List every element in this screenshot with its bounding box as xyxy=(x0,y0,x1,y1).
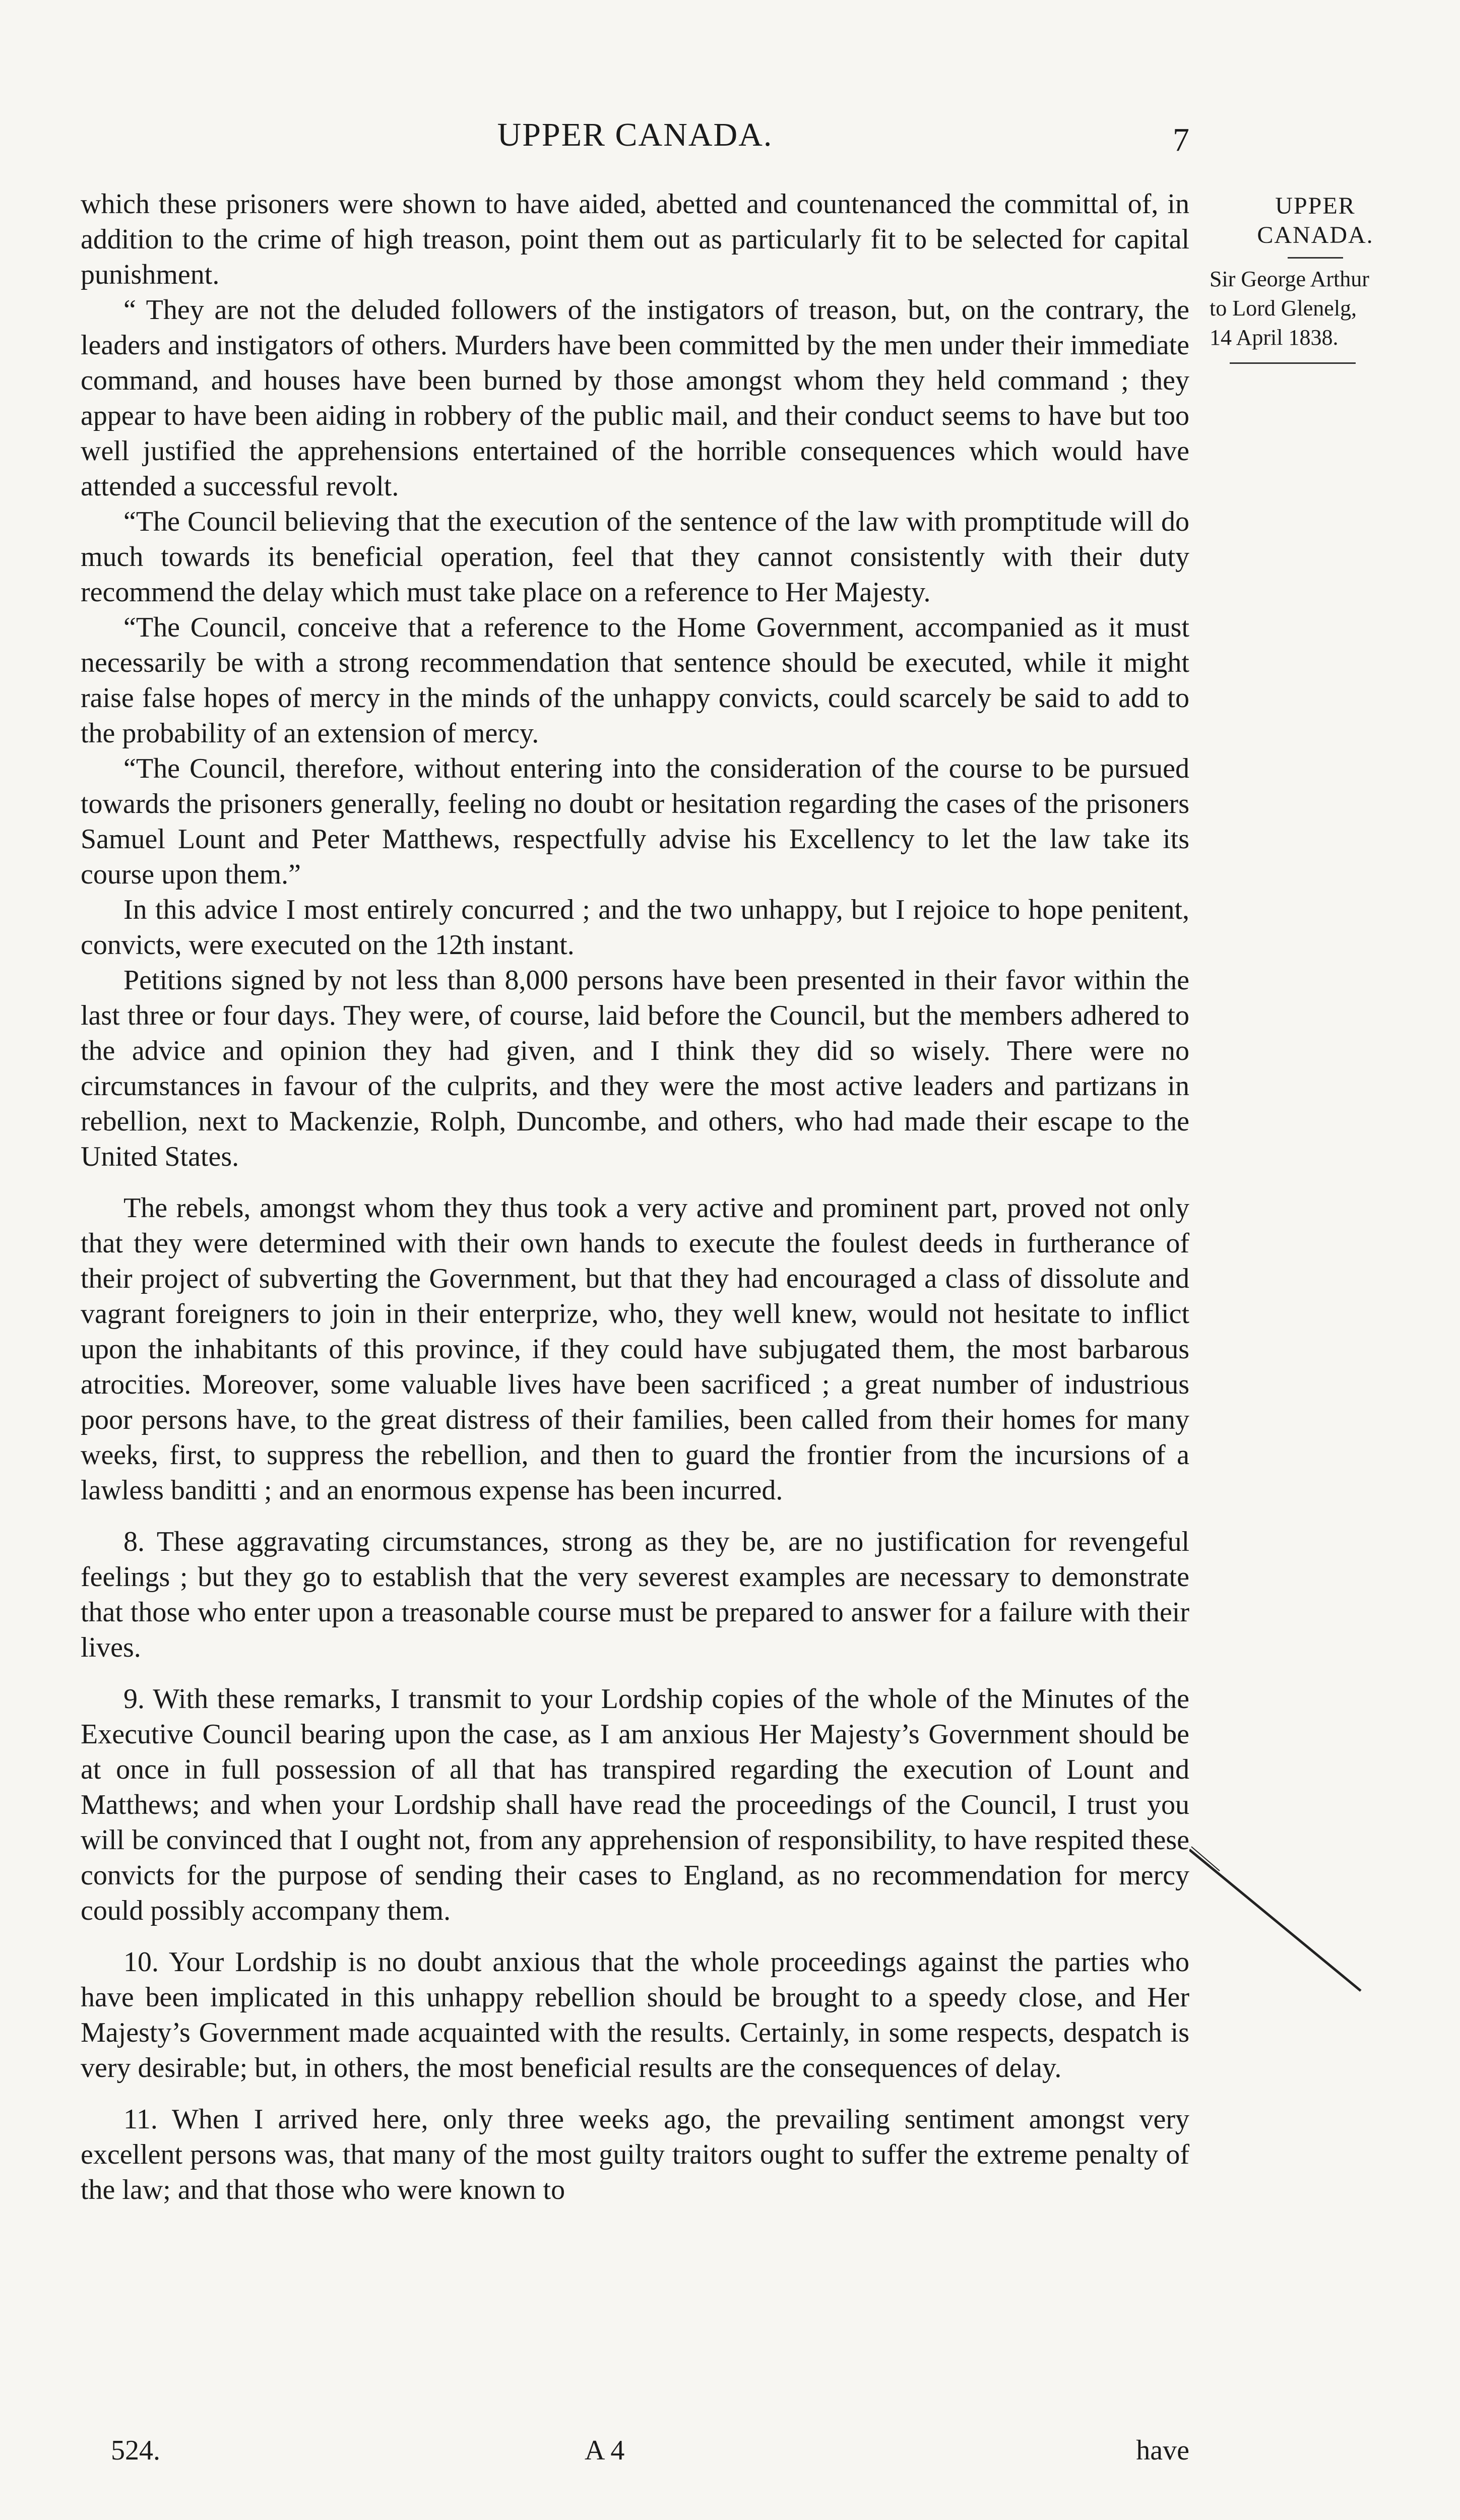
margin-long-rule xyxy=(1230,362,1356,364)
page-number: 7 xyxy=(1173,121,1189,158)
margin-caption-line-2: to Lord Glenelg, xyxy=(1210,296,1357,321)
sheet-number: 524. xyxy=(111,2435,160,2466)
paragraph-5: “The Council, therefore, without entering into the consideration of the course to be pursued towards the prisoners generally, feeling no doubt or hesitation regarding the cases of the prisoners Samuel Lount and Peter Matthews, respectfully advise his Excellency to let the law take its course upon them.” xyxy=(81,753,1189,890)
paragraph-1: which these prisoners were shown to have aided, abetted and countenanced the committal of, in addition to the crime of high treason, point them out as particularly fit to be selected for capital punishment. xyxy=(81,188,1189,290)
margin-caption-line-1: Sir George Arthur xyxy=(1210,267,1369,291)
margin-heading-upper: UPPER xyxy=(1275,193,1356,219)
paragraph-7: Petitions signed by not less than 8,000 persons have been presented in their favor within the last three or four days. They were, of course, laid before the Council, but the members adhered to the advice and opinion they had given, and I think they did so wisely. There were no circumstances in favour of the culprits, and they were the most active leaders and partizans in rebellion, next to Mackenzie, Rolph, Duncombe, and others, who had made their escape to the United States. xyxy=(81,965,1189,1172)
paragraph-10: 9. With these remarks, I transmit to your Lordship copies of the whole of the Minutes of the Executive Council bearing upon the case, as I am anxious Her Majesty’s Government should be at once in full possession of all that has transpired regarding the execution of Lount and Matthews; and when your Lordship shall have read the proceedings of the Council, I trust you will be convinced that I ought not, from any apprehension of responsibility, to have respited these convicts for the purpose of sending their cases to England, as no recommendation for mercy could possibly accompany them. xyxy=(81,1683,1189,1926)
paragraph-4: “The Council, conceive that a reference to the Home Government, accompanied as it must necessarily be with a strong recommendation that sentence should be executed, while it might raise false hopes of mercy in the minds of the unhappy convicts, could scarcely be said to add to the probability of an extension of mercy. xyxy=(81,612,1189,749)
margin-short-rule xyxy=(1288,257,1343,259)
margin-caption-line-3: 14 April 1838. xyxy=(1210,325,1339,350)
running-head: UPPER CANADA. xyxy=(497,116,773,153)
signature-mark: A 4 xyxy=(585,2435,625,2466)
body-text xyxy=(81,186,1189,2208)
paragraph-11: 10. Your Lordship is no doubt anxious that the whole proceedings against the parties who have been implicated in this unhappy rebellion should be brought to a speedy close, and Her Majesty’s Government made acquainted with the results. Certainly, in some respects, despatch is very desirable; but, in others, the most beneficial results are the consequences of delay. xyxy=(81,1946,1189,2084)
paragraph-3: “The Council believing that the execution of the sentence of the law with promptitude will do much towards its beneficial operation, feel that they cannot consistently with their duty recommend the delay which must take place on a reference to Her Majesty. xyxy=(81,506,1189,608)
page-header xyxy=(81,116,1189,171)
paragraph-12: 11. When I arrived here, only three weeks ago, the prevailing sentiment amongst very excellent persons was, that many of the most guilty traitors ought to suffer the extreme penalty of the law; and that those who were known to xyxy=(81,2104,1189,2206)
margin-heading-canada: CANADA. xyxy=(1257,222,1374,248)
margin-caption xyxy=(1210,265,1421,352)
paragraph-6: In this advice I most entirely concurred ; and the two unhappy, but I rejoice to hope penitent, convicts, were executed on the 12th instant. xyxy=(81,894,1189,961)
paragraph-8: The rebels, amongst whom they thus took a very active and prominent part, proved not only that they were determined with their own hands to execute the foulest deeds in furtherance of their project of subverting the Government, but that they had encouraged a class of dissolute and vagrant foreigners to join in their enterprize, who, they well knew, would not hesitate to inflict upon the inhabitants of this province, if they could have subjugated them, the most barbarous atrocities. Moreover, some valuable lives have been sacrificed ; a great number of industrious poor persons have, to the great distress of their families, been called from their homes for many weeks, first, to suppress the rebellion, and then to guard the frontier from the incursions of a lawless banditti ; and an enormous expense has been incurred. xyxy=(81,1192,1189,1506)
page-footer xyxy=(81,2434,1189,2470)
catchword: have xyxy=(1136,2435,1189,2466)
paragraph-9: 8. These aggravating circumstances, strong as they be, are no justification for revengeful feelings ; but they go to establish that the very severest examples are necessary to demonstrate that those who enter upon a treasonable course must be prepared to answer for a failure with their lives. xyxy=(81,1526,1189,1663)
bracket-mark xyxy=(1189,1845,1381,1996)
paragraph-2: “ They are not the deluded followers of the instigators of treason, but, on the contrary, the leaders and instigators of others. Murders have been committed by the men under their immediate command, and houses have been burned by those amongst whom they held command ; they appear to have been aiding in robbery of the public mail, and their conduct seems to have but too well justified the apprehensions entertained of the horrible consequences which would have attended a successful revolt. xyxy=(81,294,1189,502)
margin-note xyxy=(1210,192,1421,364)
